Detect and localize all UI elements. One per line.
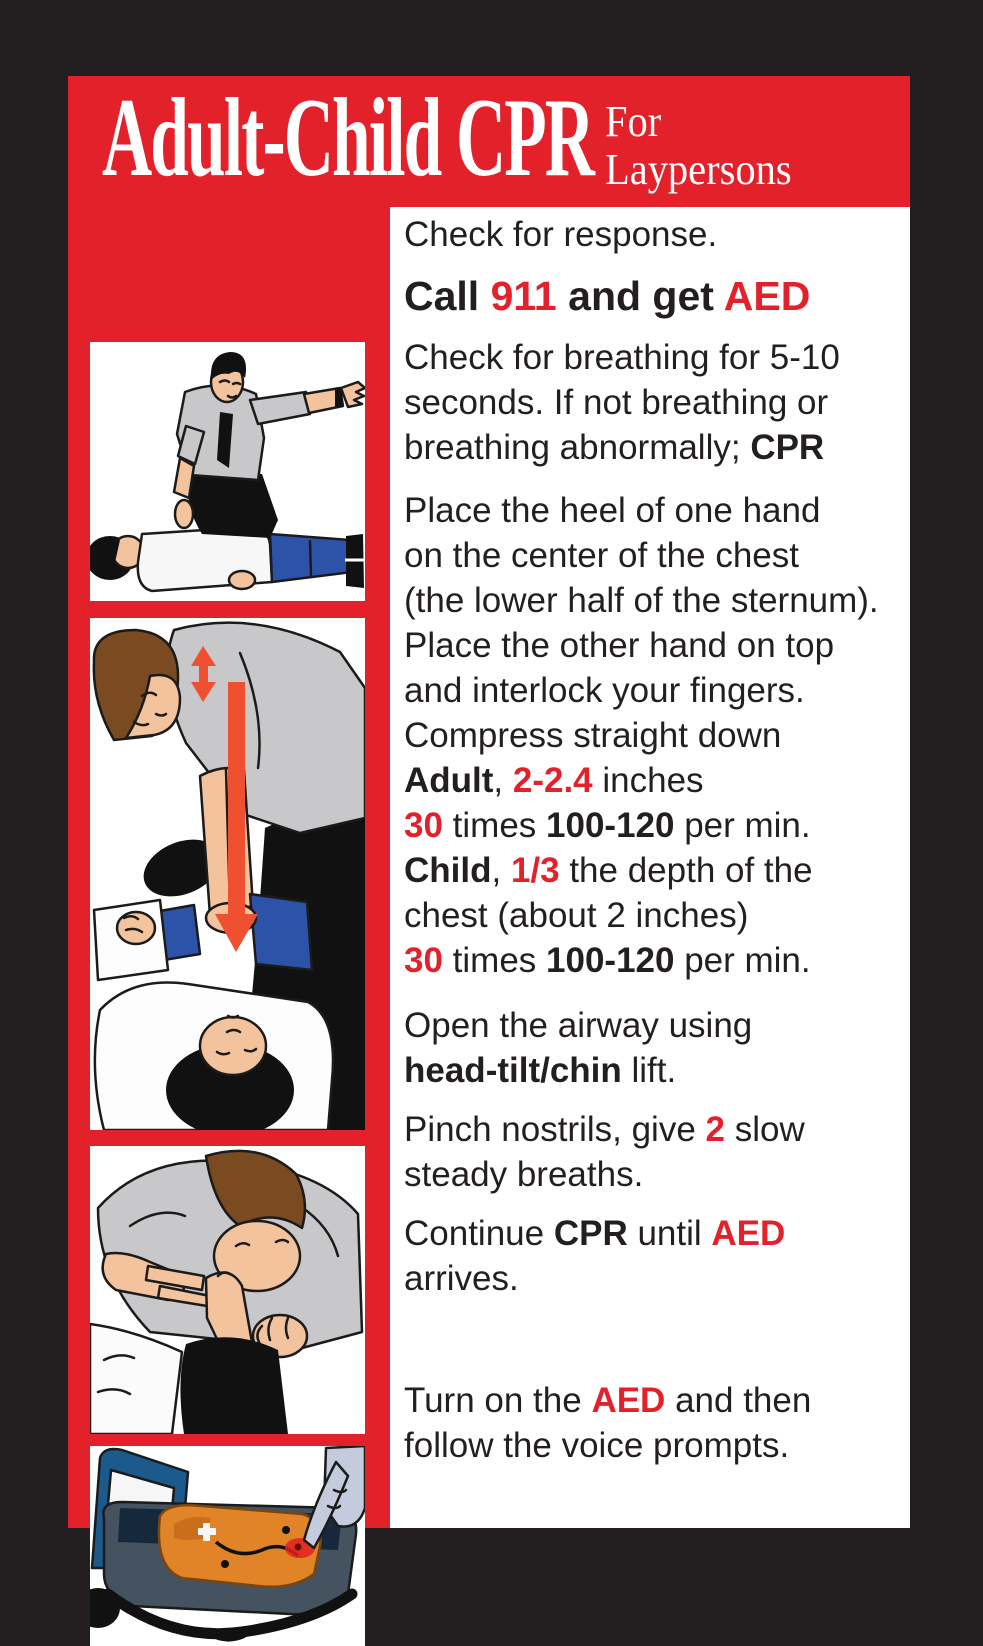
card-title: Adult-Child CPR bbox=[102, 76, 594, 200]
text-segment: the depth of the bbox=[559, 851, 813, 890]
text-segment: 30 bbox=[404, 806, 443, 845]
text-segment: follow the voice prompts. bbox=[404, 1426, 790, 1465]
text-segment: seconds. If not breathing or bbox=[404, 383, 829, 422]
step-airway-breaths bbox=[404, 1003, 902, 1315]
text-segment: Turn on the bbox=[404, 1381, 592, 1420]
text-segment: inches bbox=[592, 761, 704, 800]
instructions-column bbox=[390, 207, 910, 1528]
panel-check-response bbox=[90, 342, 365, 601]
text-segment: Pinch nostrils, give bbox=[404, 1110, 706, 1149]
card-subtitle-line1: For bbox=[605, 97, 662, 146]
text-segment: , bbox=[493, 761, 513, 800]
text-segment: Call bbox=[404, 273, 491, 319]
text-segment: Compress straight down bbox=[404, 716, 782, 755]
text-segment: per min. bbox=[674, 941, 811, 980]
card-subtitle bbox=[605, 98, 792, 194]
text-segment: Check for breathing for 5-10 bbox=[404, 338, 840, 377]
text-segment: 30 bbox=[404, 941, 443, 980]
text-segment: breathing abnormally; bbox=[404, 428, 751, 467]
text-segment: chest (about 2 inches) bbox=[404, 896, 749, 935]
step-compressions bbox=[404, 488, 902, 997]
text-segment: per min. bbox=[674, 806, 811, 845]
instruction-check-breathing bbox=[404, 335, 902, 470]
text-segment: CPR bbox=[750, 428, 825, 467]
text-segment: lift. bbox=[621, 1051, 677, 1090]
text-segment: 2 bbox=[705, 1110, 725, 1149]
chest-compressions-illustration bbox=[90, 618, 365, 1130]
text-segment: 100-120 bbox=[546, 941, 675, 980]
instruction-pinch-nostrils bbox=[404, 1107, 902, 1197]
instruction-call-911 bbox=[404, 271, 902, 321]
instruction-check-response bbox=[404, 212, 902, 257]
panel-compressions bbox=[90, 618, 365, 1130]
instruction-turn-on-aed bbox=[404, 1378, 902, 1468]
text-segment: until bbox=[627, 1214, 712, 1253]
aed-device-illustration bbox=[90, 1446, 365, 1646]
rescue-breaths-illustration bbox=[90, 1146, 365, 1434]
card-header bbox=[68, 76, 910, 207]
text-segment: steady breaths. bbox=[404, 1155, 644, 1194]
text-segment: on the center of the chest bbox=[404, 536, 799, 575]
panel-rescue-breaths bbox=[90, 1146, 365, 1434]
text-segment: Place the heel of one hand bbox=[404, 491, 821, 530]
text-segment: AED bbox=[711, 1214, 786, 1253]
text-segment: and get bbox=[556, 273, 724, 319]
text-segment: Child bbox=[404, 851, 492, 890]
text-segment: (the lower half of the sternum). bbox=[404, 581, 879, 620]
text-segment: , bbox=[491, 851, 511, 890]
text-segment: 100-120 bbox=[546, 806, 675, 845]
card-subtitle-line2: Laypersons bbox=[605, 145, 792, 194]
text-segment: 2-2.4 bbox=[512, 761, 593, 800]
text-segment: and then bbox=[665, 1381, 812, 1420]
text-segment: Adult bbox=[404, 761, 494, 800]
instruction-compressions bbox=[404, 488, 902, 983]
text-segment: and interlock your fingers. bbox=[404, 671, 805, 710]
text-segment: arrives. bbox=[404, 1259, 519, 1298]
text-segment: 911 bbox=[490, 273, 557, 319]
text-segment: times bbox=[442, 941, 547, 980]
cpr-card bbox=[68, 76, 910, 1528]
step-check-response bbox=[404, 212, 902, 484]
text-segment: AED bbox=[591, 1381, 666, 1420]
text-segment: Continue bbox=[404, 1214, 554, 1253]
illustration-column bbox=[68, 207, 390, 1528]
check-response-illustration bbox=[90, 342, 365, 601]
text-segment: head-tilt/chin bbox=[404, 1051, 622, 1090]
text-segment: 1/3 bbox=[510, 851, 560, 890]
text-segment: times bbox=[442, 806, 547, 845]
text-segment: Open the airway using bbox=[404, 1006, 753, 1045]
instruction-open-airway bbox=[404, 1003, 902, 1093]
text-segment: Place the other hand on top bbox=[404, 626, 835, 665]
instruction-continue-cpr bbox=[404, 1211, 902, 1301]
text-segment: Check for response. bbox=[404, 215, 718, 254]
step-aed bbox=[404, 1378, 902, 1482]
text-segment: AED bbox=[723, 273, 811, 319]
panel-aed-device bbox=[90, 1446, 365, 1646]
text-segment: slow bbox=[725, 1110, 805, 1149]
text-segment: CPR bbox=[553, 1214, 628, 1253]
